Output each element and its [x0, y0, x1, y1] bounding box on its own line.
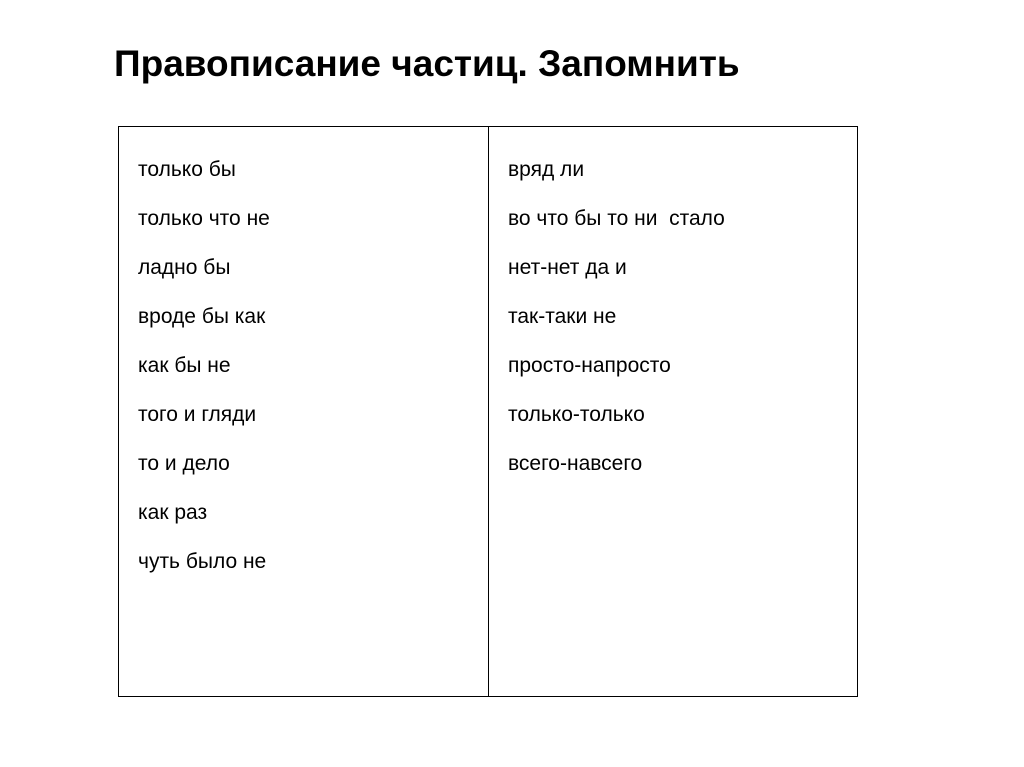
- list-item: вроде бы как: [138, 305, 266, 328]
- list-item: только что не: [138, 207, 270, 230]
- list-item: как раз: [138, 501, 208, 524]
- list-item: просто-напросто: [508, 354, 671, 377]
- slide-title: Правописание частиц. Запомнить: [114, 43, 740, 84]
- list-item: во что бы то ни стало: [508, 207, 725, 230]
- list-item: того и гляди: [138, 403, 257, 426]
- right-column-list: [508, 158, 857, 476]
- list-item: ладно бы: [138, 256, 231, 279]
- list-item: всего-навсего: [508, 452, 643, 475]
- list-item: только бы: [138, 158, 236, 181]
- list-item: вряд ли: [508, 158, 585, 181]
- list-item: чуть было не: [138, 550, 267, 573]
- right-column: [489, 127, 857, 696]
- list-item: то и дело: [138, 452, 230, 475]
- list-item: нет-нет да и: [508, 256, 627, 279]
- list-item: только-только: [508, 403, 645, 426]
- list-item: так-таки не: [508, 305, 617, 328]
- list-item: как бы не: [138, 354, 231, 377]
- left-column-list: [138, 158, 488, 574]
- particles-table: [118, 126, 858, 697]
- left-column: [119, 127, 489, 696]
